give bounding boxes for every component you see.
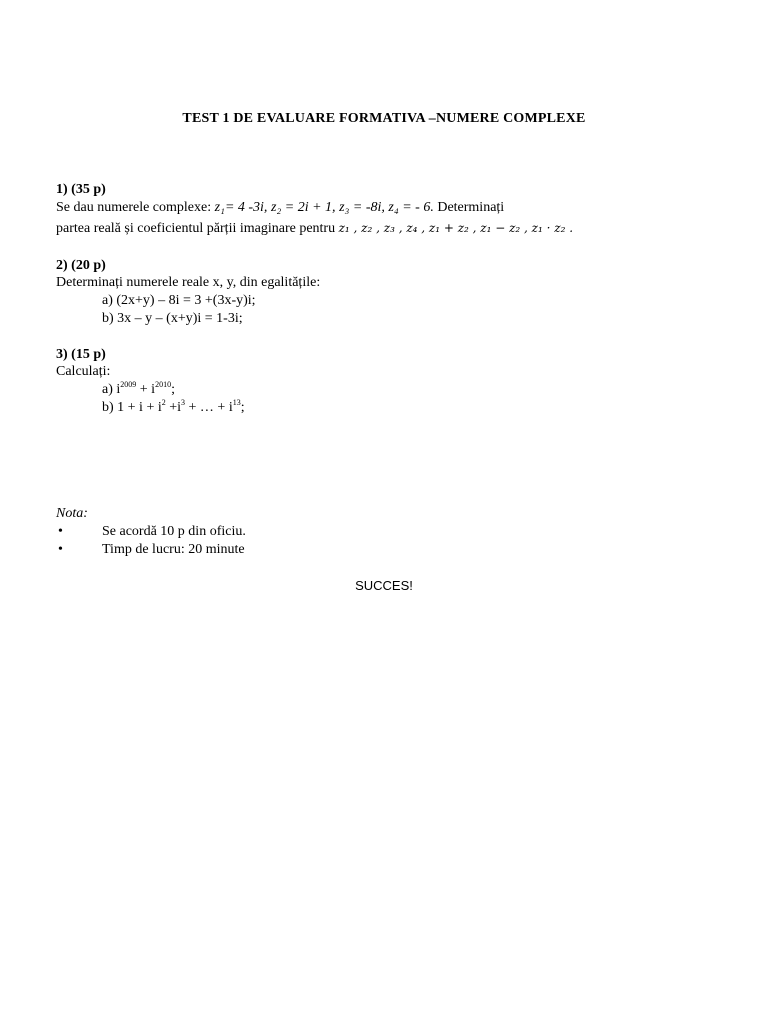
q1-intro: Se dau numerele complexe: <box>56 200 215 215</box>
q1-line2-text: partea reală și coeficientul părții imaginare pentru <box>56 221 339 236</box>
q1-line1-end: Determinați <box>433 200 505 215</box>
q1-line2-expr: z₁ , z₂ , z₃ , z₄ , z₁ + z₂ , z₁ − z₂ , z₁ · z₂ . <box>338 221 574 235</box>
q3-b-exp13: 13 <box>232 398 241 407</box>
q3-intro: Calculați: <box>56 364 111 379</box>
q3-item-b <box>102 399 245 417</box>
q1-line2 <box>56 219 573 238</box>
z1-value: = 4 -3i, <box>224 200 271 215</box>
z4-name: z₄ <box>388 200 399 215</box>
z4-value: = - 6. <box>398 200 434 215</box>
q3-b-exp2: 2 <box>161 398 166 407</box>
z3-value: = -8i, <box>349 200 389 215</box>
bullet-icon: • <box>58 524 63 539</box>
nota-label: Nota: <box>56 506 88 521</box>
q2-item-a: a) (2x+y) – 8i = 3 +(3x-y)i; <box>102 293 256 308</box>
q2-item-b: b) 3x – y – (x+y)i = 1-3i; <box>102 311 243 326</box>
q3-a-exp2: 2010 <box>155 380 172 389</box>
q3-a-mid: + i <box>136 382 156 397</box>
q1-header: 1) (35 p) <box>56 182 106 197</box>
bullet-icon: • <box>58 542 63 557</box>
q3-b-mid2: + … + i <box>185 400 233 415</box>
z1-name: z₁ <box>214 200 225 215</box>
z2-name: z₂ <box>270 200 282 215</box>
q3-b-mid1: +i <box>165 400 182 415</box>
q3-header: 3) (15 p) <box>56 347 106 362</box>
nota-item-text: Timp de lucru: 20 minute <box>102 542 245 557</box>
q2-intro: Determinați numerele reale x, y, din egalitățile: <box>56 275 321 290</box>
q2-header: 2) (20 p) <box>56 258 106 273</box>
q1-line1 <box>56 199 504 217</box>
q3-item-a <box>102 381 175 399</box>
closing-text: SUCCES! <box>355 578 413 593</box>
q3-a-end: ; <box>171 382 175 397</box>
q3-a-prefix: a) i <box>102 382 121 397</box>
page-title: TEST 1 DE EVALUARE FORMATIVA –NUMERE COMPLEXE <box>182 111 586 126</box>
q3-b-exp3: 3 <box>181 398 186 407</box>
z3-name: z₃ <box>339 200 350 215</box>
q3-a-exp1: 2009 <box>120 380 137 389</box>
q3-b-prefix: b) 1 + i + i <box>102 400 162 415</box>
q3-b-end: ; <box>240 400 245 415</box>
z2-value: = 2i + 1, <box>281 200 340 215</box>
nota-item-text: Se acordă 10 p din oficiu. <box>102 524 246 539</box>
